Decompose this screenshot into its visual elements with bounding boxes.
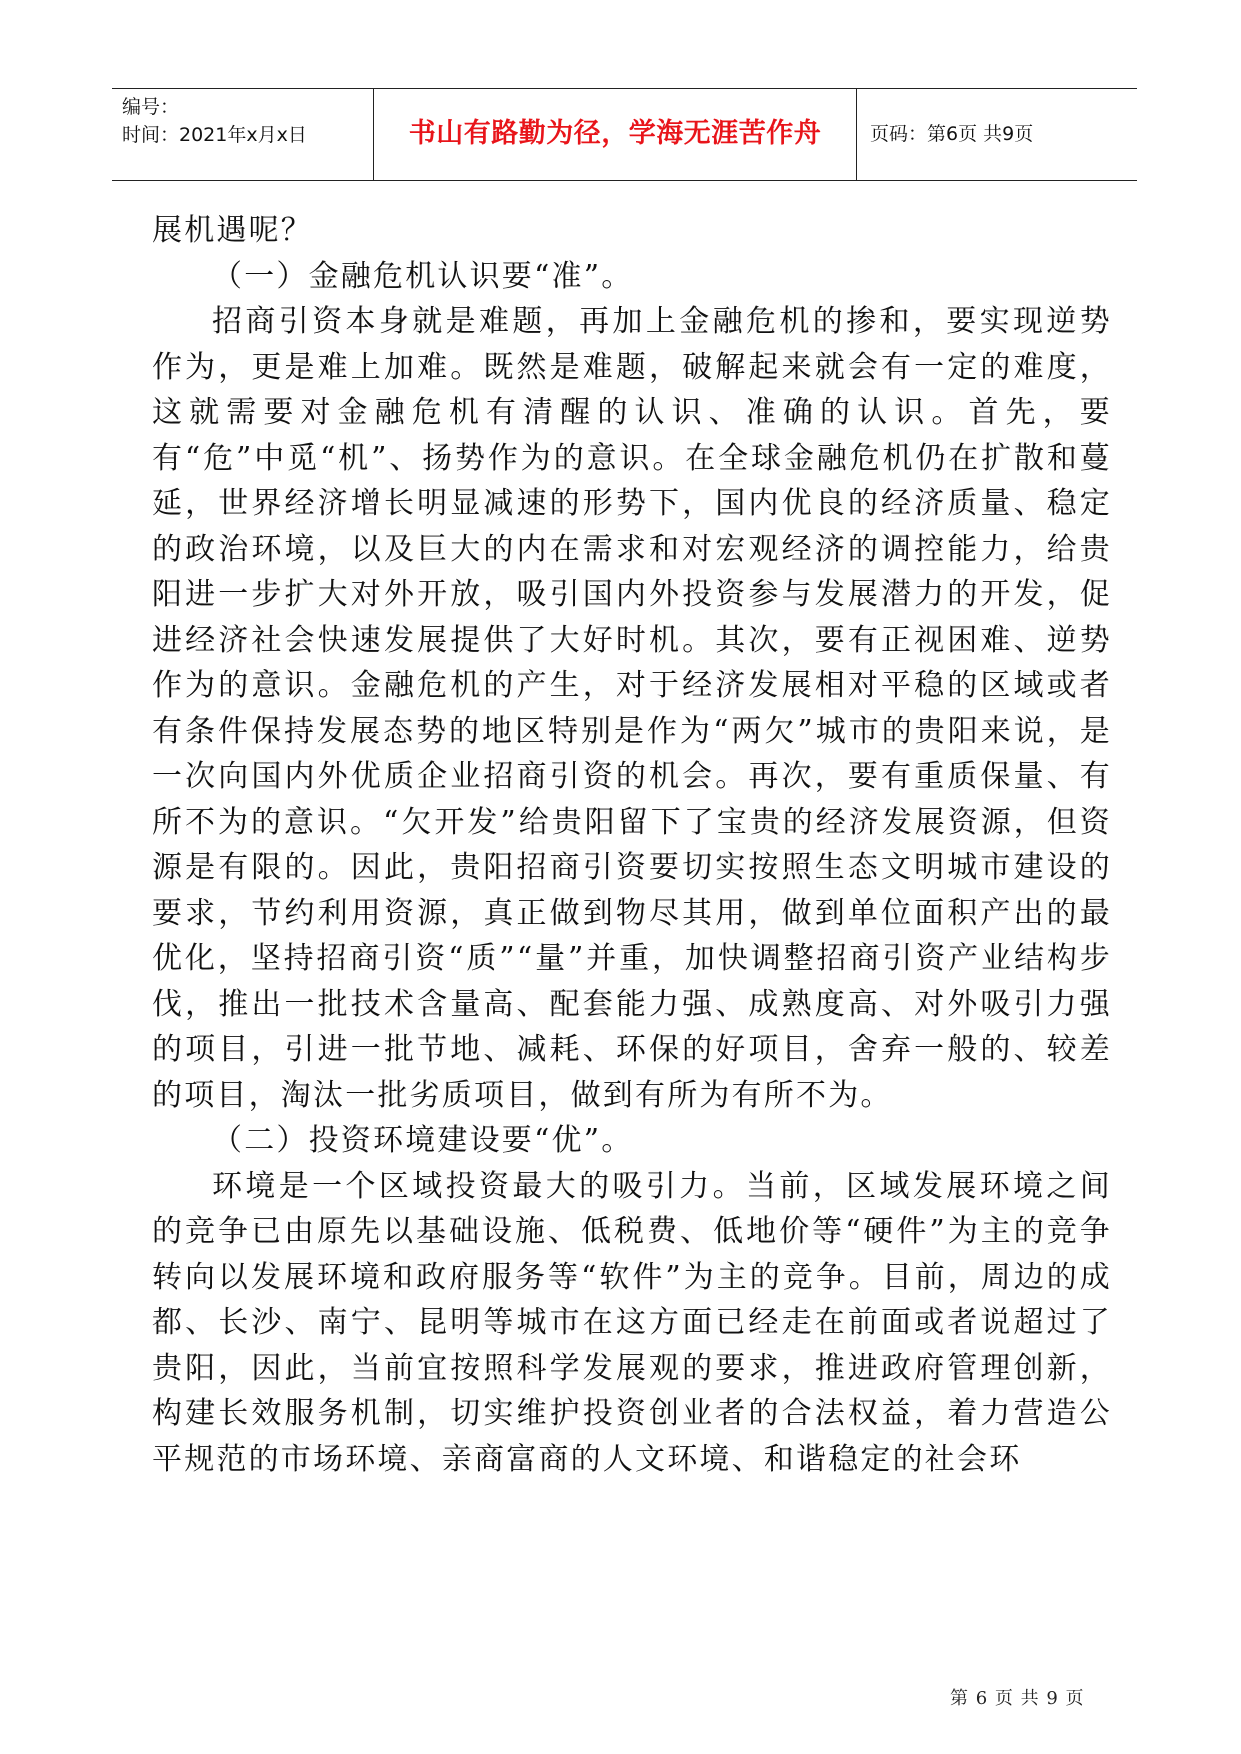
header-divider	[856, 89, 857, 180]
body-paragraph: 展机遇呢？	[152, 213, 313, 248]
header-page-number: 页码：第6页 共9页	[870, 123, 1034, 145]
document-number-label: 编号：	[122, 96, 180, 118]
body-paragraph: 招商引资本身就是难题，再加上金融危机的掺和，要实现逆势作为，更是难上加难。既然是难题，破解起来就会有一定的难度，这就需要对金融危机有清醒的认识、准确的认识。首先，要有“危”中觅“机”、扬势作为的意识。在全球金融危机仍在扩散和蔓延，世界经济增长明显减速的形势下，国内优良的经济质量、稳定的政治环境，以及巨大的内在需求和对宏观经济的调控能力，给贵阳进一步扩大对外开放，吸引国内外投资参与发展潜力的开发，促进经济社会快速发展提供了大好时机。其次，要有正视困难、逆势作为的意识。金融危机的产生，对于经济发展相对平稳的区域或者有条件保持发展态势的地区特别是作为“两欠”城市的贵阳来说，是一次向国内外优质企业招商引资的机会。再次，要有重质保量、有所不为的意识。“欠开发”给贵阳留下了宝贵的经济发展资源，但资源是有限的。因此，贵阳招商引资要切实按照生态文明城市建设的要求，节约利用资源，真正做到物尽其用，做到单位面积产出的最优化，坚持招商引资“质”“量”并重，加快调整招商引资产业结构步伐，推出一批技术含量高、配套能力强、成熟度高、对外吸引力强的项目，引进一批节地、减耗、环保的好项目，舍弃一般的、较差的项目，淘汰一批劣质项目，做到有所为有所不为。	[152, 304, 1112, 1113]
page-footer: 第 6 页 共 9 页	[950, 1688, 1085, 1709]
page-header	[112, 88, 1137, 181]
document-date-label: 时间：2021年x月x日	[122, 124, 307, 146]
header-motto: 书山有路勤为径，学海无涯苦作舟	[408, 118, 822, 149]
section-heading: （二）投资环境建设要“优”。	[212, 1123, 634, 1158]
section-heading: （一）金融危机认识要“准”。	[212, 258, 634, 294]
header-meta	[122, 93, 372, 149]
body-paragraph: 环境是一个区域投资最大的吸引力。当前，区域发展环境之间的竞争已由原先以基础设施、低税费、低地价等“硬件”为主的竞争转向以发展环境和政府服务等“软件”为主的竞争。目前，周边的成都、长沙、南宁、昆明等城市在这方面已经走在前面或者说超过了贵阳，因此，当前宜按照科学发展观的要求，推进政府管理创新，构建长效服务机制，切实维护投资创业者的合法权益，着力营造公平规范的市场环境、亲商富商的人文环境、和谐稳定的社会环	[152, 1168, 1112, 1477]
document-body	[152, 208, 1112, 1482]
